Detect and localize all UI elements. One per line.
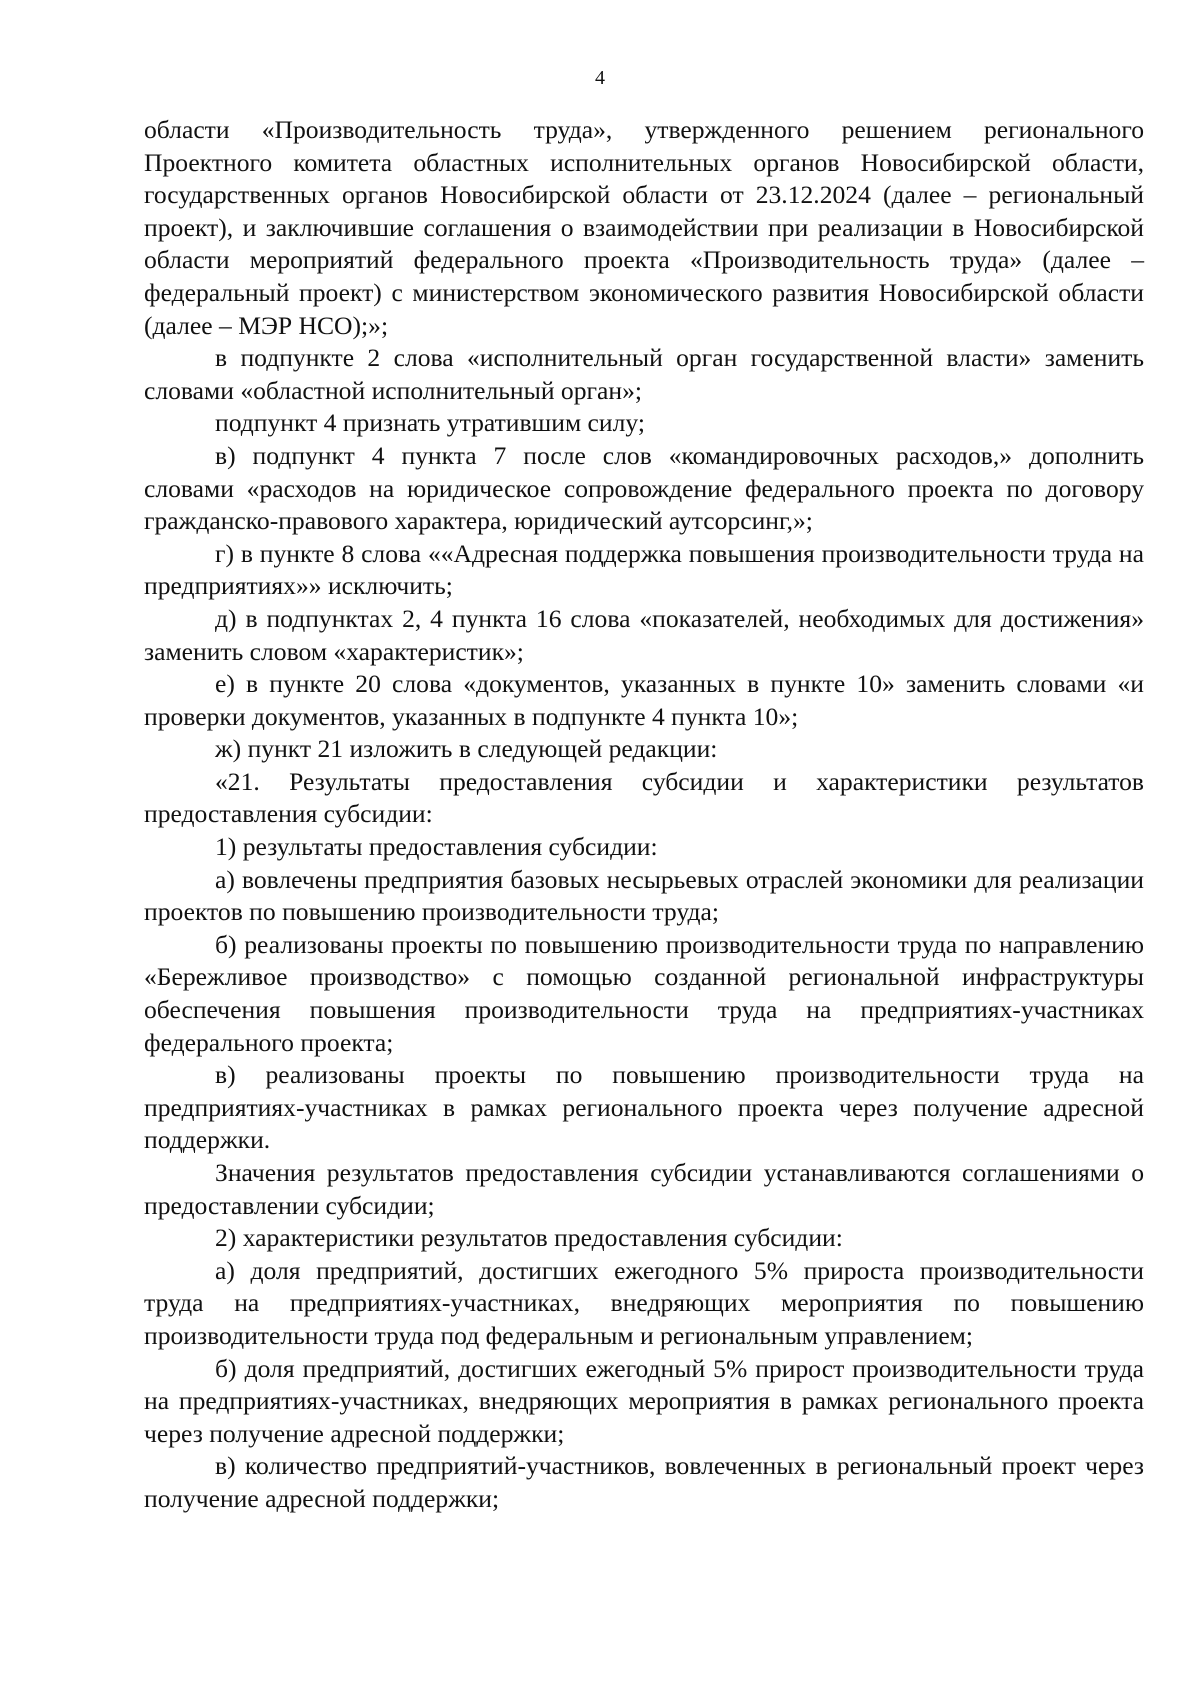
paragraph: 2) характеристики результатов предоставления субсидии: <box>215 1223 843 1253</box>
paragraph: ж) пункт 21 изложить в следующей редакции: <box>215 734 718 764</box>
paragraph: г) в пункте 8 слова ««Адресная поддержка повышения производительности труда на предприятиях»» исключить; <box>144 538 1144 601</box>
paragraph: а) доля предприятий, достигших ежегодного 5% прироста производительности труда на предприятиях-участниках, внедряющих мероприятия по повышению производительности труда под федеральным и региональным управлением; <box>144 1255 1144 1350</box>
paragraph: в) подпункт 4 пункта 7 после слов «командировочных расходов,» дополнить словами «расходов на юридическое сопровождение федерального проекта по договору гражданско-правового характера, юридический аутсорсинг,»; <box>144 440 1144 536</box>
paragraph: б) доля предприятий, достигших ежегодный 5% прирост производительности труда на предприятиях-участниках, внедряющих мероприятия в рамках регионального проекта через получение адресной поддержки; <box>144 1353 1144 1448</box>
paragraph: «21. Результаты предоставления субсидии и характеристики результатов предоставления субсидии: <box>144 766 1144 829</box>
paragraph: подпункт 4 признать утратившим силу; <box>215 408 645 438</box>
paragraph: е) в пункте 20 слова «документов, указанных в пункте 10» заменить словами «и проверки документов, указанных в подпункте 4 пункта 10»; <box>144 669 1144 731</box>
paragraph: 1) результаты предоставления субсидии: <box>215 832 658 862</box>
document-body <box>144 114 1144 1516</box>
paragraph: Значения результатов предоставления субсидии устанавливаются соглашениями о предоставлении субсидии; <box>144 1158 1144 1220</box>
paragraph: б) реализованы проекты по повышению производительности труда по направлению «Бережливое производство» с помощью созданной региональной инфраструктуры обеспечения повышения производительности труда на предприятиях-участниках федерального проекта; <box>144 929 1144 1057</box>
page-number: 4 <box>595 67 605 89</box>
paragraph: д) в подпунктах 2, 4 пункта 16 слова «показателей, необходимых для достижения» заменить словом «характеристик»; <box>144 603 1144 666</box>
paragraph: а) вовлечены предприятия базовых несырьевых отраслей экономики для реализации проектов по повышению производительности труда; <box>144 864 1144 927</box>
paragraph: в подпункте 2 слова «исполнительный орган государственной власти» заменить словами «областной исполнительный орган»; <box>144 343 1144 405</box>
paragraph: в) количество предприятий-участников, вовлеченных в региональный проект через получение адресной поддержки; <box>144 1451 1144 1513</box>
paragraph: в) реализованы проекты по повышению производительности труда на предприятиях-участниках в рамках регионального проекта через получение адресной поддержки. <box>144 1060 1144 1155</box>
paragraph: области «Производительность труда», утвержденного решением регионального Проектного комитета областных исполнительных органов Новосибирской области, государственных органов Новосибирской области от 23.12.2024 (далее – региональный проект), и заключившие соглашения о взаимодействии при реализации в Новосибирской области мероприятий федерального проекта «Производительность труда» (далее – федеральный проект) с министерством экономического развития Новосибирской области (далее – МЭР НСО);»; <box>144 115 1144 340</box>
